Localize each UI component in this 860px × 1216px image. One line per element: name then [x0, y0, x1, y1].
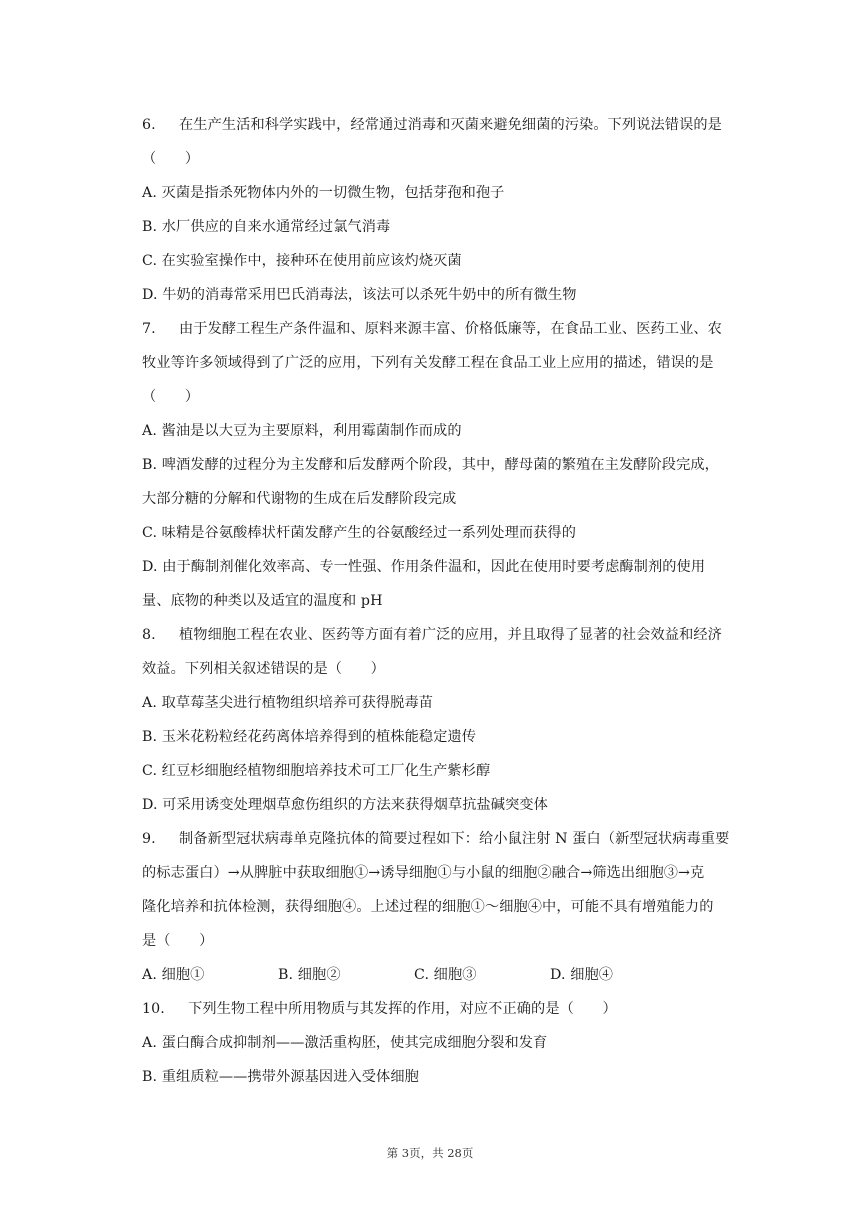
option-d: D. 由于酶制剂催化效率高、专一性强、作用条件温和，因此在使用时要考虑酶制剂的使用 — [142, 559, 706, 575]
question-stem-line: （ ） — [142, 389, 200, 405]
question-stem-line: 在生产生活和科学实践中，经常通过消毒和灭菌来避免细菌的污染。下列说法错误的是 — [179, 117, 722, 133]
option-c: C. 细胞③ — [414, 967, 477, 983]
option-b: B. 玉米花粉粒经花药离体培养得到的植株能稳定遗传 — [142, 729, 477, 745]
option-d: D. 牛奶的消毒常采用巴氏消毒法，该法可以杀死牛奶中的所有微生物 — [142, 287, 577, 303]
question-list — [142, 108, 754, 1094]
option-b: B. 重组质粒——携带外源基因进入受体细胞 — [142, 1069, 419, 1085]
question-number: 7. — [142, 321, 156, 337]
question-9 — [142, 822, 754, 992]
page-footer: 第 3页，共 28页 — [386, 1146, 474, 1160]
option-b-continued: 大部分糖的分解和代谢物的生成在后发酵阶段完成 — [142, 491, 457, 507]
question-stem-line: 由于发酵工程生产条件温和、原料来源丰富、价格低廉等，在食品工业、医药工业、农 — [179, 321, 722, 337]
question-number: 9. — [142, 831, 156, 847]
option-a: A. 灭菌是指杀死物体内外的一切微生物，包括芽孢和孢子 — [142, 185, 505, 201]
option-a: A. 细胞① — [142, 967, 205, 983]
question-stem-line: 是（ ） — [142, 933, 214, 949]
option-a: A. 蛋白酶合成抑制剂——激活重构胚，使其完成细胞分裂和发育 — [142, 1035, 548, 1051]
option-c: C. 在实验室操作中，接种环在使用前应该灼烧灭菌 — [142, 253, 462, 269]
question-stem-line: 效益。下列相关叙述错误的是（ ） — [142, 661, 385, 677]
option-b: B. 细胞② — [278, 967, 341, 983]
question-stem-line: 隆化培养和抗体检测，获得细胞④。上述过程的细胞①～细胞④中，可能不具有增殖能力的 — [142, 899, 714, 915]
question-stem-line: 制备新型冠状病毒单克隆抗体的简要过程如下：给小鼠注射 N 蛋白（新型冠状病毒重要 — [179, 831, 730, 847]
question-stem-line: 植物细胞工程在农业、医药等方面有着广泛的应用，并且取得了显著的社会效益和经济 — [179, 627, 722, 643]
option-b: B. 水厂供应的自来水通常经过氯气消毒 — [142, 219, 391, 235]
option-b: B. 啤酒发酵的过程分为主发酵和后发酵两个阶段，其中，酵母菌的繁殖在主发酵阶段完成， — [142, 457, 719, 473]
question-stem-line: （ ） — [142, 151, 200, 167]
question-stem-line: 牧业等许多领域得到了广泛的应用，下列有关发酵工程在食品工业上应用的描述，错误的是 — [142, 355, 714, 371]
question-number: 6. — [142, 117, 156, 133]
question-stem-line: 下列生物工程中所用物质与其发挥的作用，对应不正确的是（ ） — [188, 1001, 617, 1017]
question-7 — [142, 312, 754, 618]
question-stem-line: 的标志蛋白）→从脾脏中获取细胞①→诱导细胞①与小鼠的细胞②融合→筛选出细胞③→克 — [142, 865, 705, 881]
question-number: 10. — [142, 1001, 165, 1017]
inline-options — [142, 958, 754, 992]
option-a: A. 酱油是以大豆为主要原料，利用霉菌制作而成的 — [142, 423, 462, 439]
option-d: D. 细胞④ — [550, 967, 614, 983]
question-8 — [142, 618, 754, 822]
option-c: C. 红豆杉细胞经植物细胞培养技术可工厂化生产紫杉醇 — [142, 763, 491, 779]
question-10 — [142, 992, 754, 1094]
option-a: A. 取草莓茎尖进行植物组织培养可获得脱毒苗 — [142, 695, 434, 711]
option-c: C. 味精是谷氨酸棒状杆菌发酵产生的谷氨酸经过一系列处理而获得的 — [142, 525, 577, 541]
question-number: 8. — [142, 627, 156, 643]
option-d-continued: 量、底物的种类以及适宜的温度和 pH — [142, 593, 383, 609]
question-6 — [142, 108, 754, 312]
option-d: D. 可采用诱变处理烟草愈伤组织的方法来获得烟草抗盐碱突变体 — [142, 797, 548, 813]
